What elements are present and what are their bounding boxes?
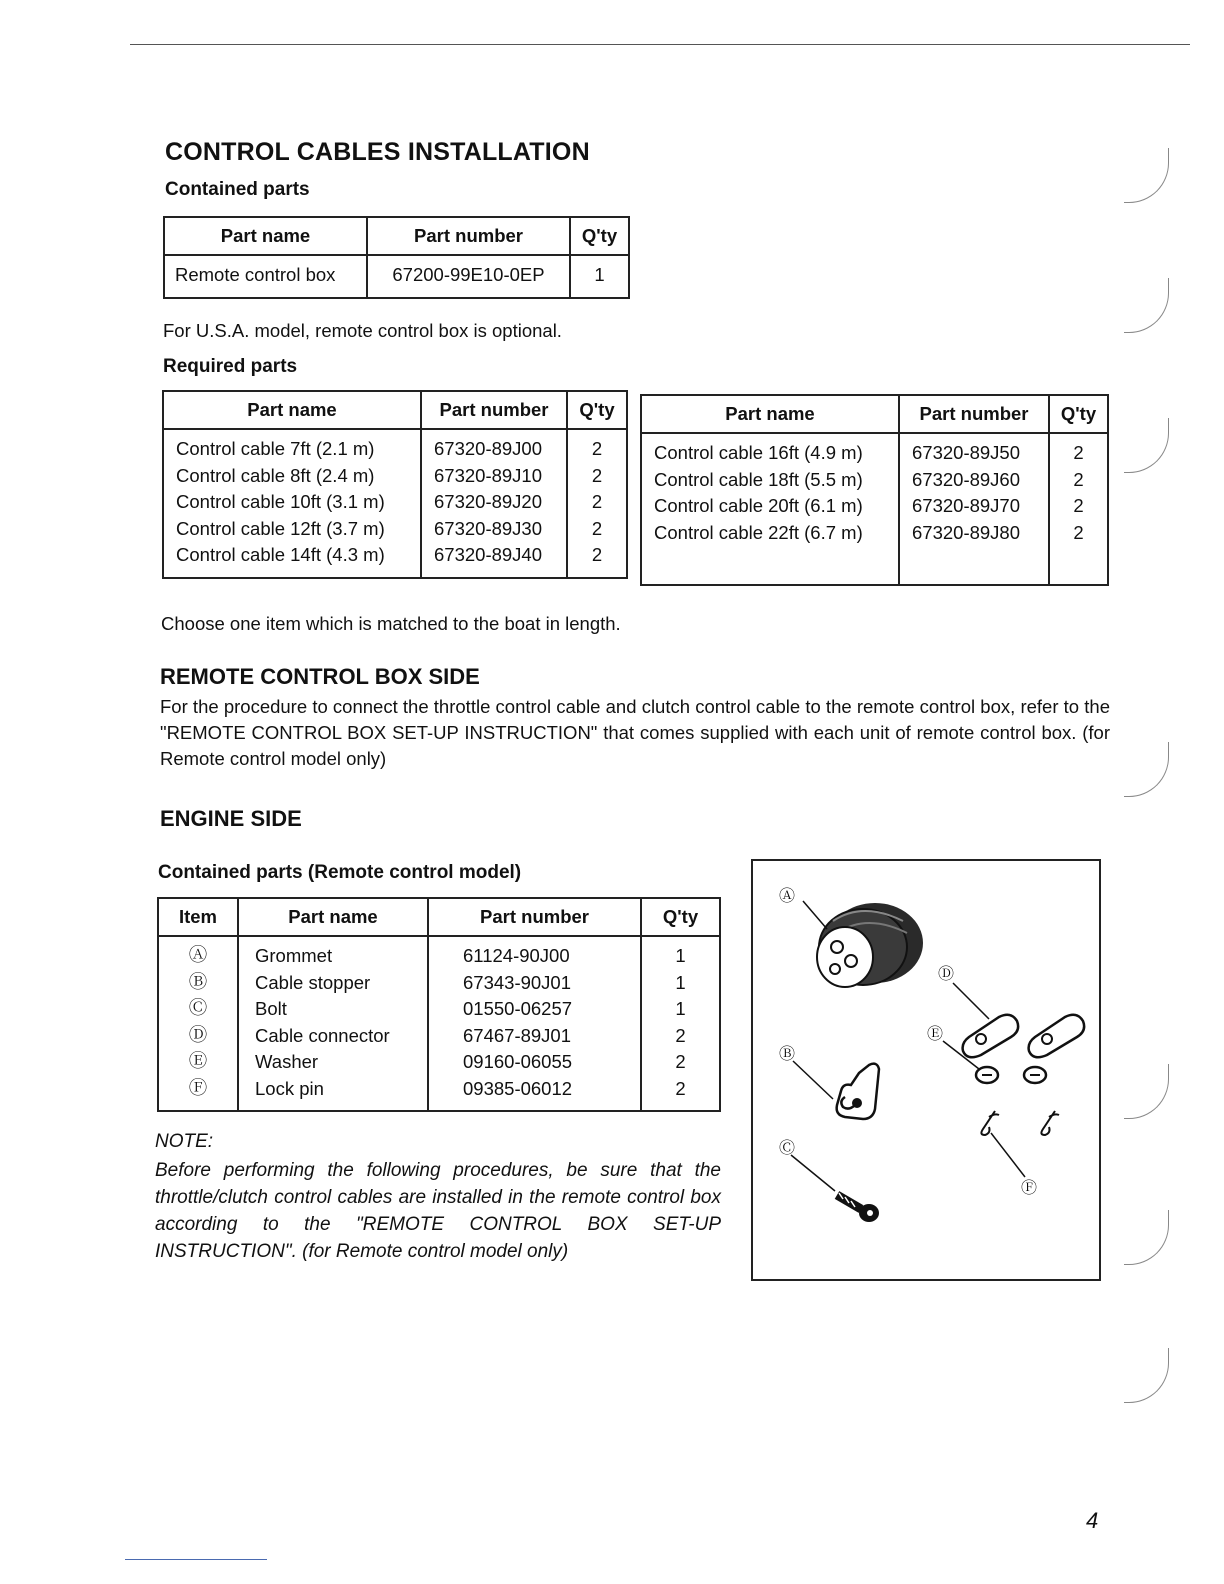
- column-header-part-number: Part number: [421, 391, 567, 429]
- binder-mark: [1124, 278, 1169, 333]
- header-rule: [130, 44, 1190, 45]
- remote-side-text: For the procedure to connect the throttle control cable and clutch control cable to the remote control box, refer to the "REMOTE CONTROL BOX SET-UP INSTRUCTION" that comes supplied with each unit of remote control box. (for Remote control model only): [160, 696, 1110, 769]
- list-item: 67320-89J40: [434, 544, 543, 565]
- callout-c: Ⓒ: [779, 1138, 796, 1157]
- list-item: 2: [591, 464, 603, 486]
- column-header-qty: Q'ty: [570, 217, 629, 255]
- engine-side-heading: ENGINE SIDE: [160, 806, 302, 831]
- list-item: 2: [1073, 521, 1084, 543]
- binder-mark: [1124, 1348, 1169, 1403]
- callout-e: Ⓔ: [927, 1024, 944, 1043]
- list-item: 67320-89J20: [434, 491, 543, 512]
- choose-item-text: Choose one item which is matched to the boat in length.: [161, 613, 621, 634]
- part-number-cell: [421, 429, 567, 578]
- list-item: 2: [591, 491, 603, 512]
- item-letter: Ⓑ: [188, 971, 208, 993]
- item-letter: Ⓓ: [188, 1024, 208, 1046]
- usa-model-note: For U.S.A. model, remote control box is optional.: [163, 320, 562, 341]
- page-title: CONTROL CABLES INSTALLATION: [165, 138, 590, 166]
- page-number: 4: [1086, 1508, 1099, 1533]
- list-item: 67320-89J80: [912, 521, 1021, 543]
- note-label: NOTE:: [155, 1131, 214, 1152]
- list-item: 67320-89J60: [912, 468, 1021, 490]
- list-item: 1: [675, 998, 686, 1019]
- list-item: 67320-89J70: [912, 495, 1021, 516]
- list-item: 2: [591, 517, 603, 539]
- list-item: Control cable 14ft (4.3 m): [176, 544, 385, 565]
- remote-side-heading: REMOTE CONTROL BOX SIDE: [160, 664, 480, 689]
- callout-d: Ⓓ: [938, 964, 955, 983]
- table-row: [163, 429, 627, 578]
- list-item: 2: [1073, 495, 1084, 516]
- list-item: 67320-89J00: [434, 438, 543, 459]
- engine-parts-table: [157, 897, 721, 1112]
- qty-cell: [567, 429, 627, 578]
- column-header-part-number: Part number: [428, 898, 641, 936]
- table-row: [158, 936, 720, 1111]
- column-header-item: Item: [158, 898, 238, 936]
- column-header-qty: Q'ty: [641, 898, 720, 936]
- binder-mark: [1124, 1210, 1169, 1265]
- qty-cell: 1: [570, 255, 629, 298]
- required-parts-heading: Required parts: [163, 356, 298, 377]
- list-item: 2: [675, 1077, 686, 1099]
- engine-contained-parts-heading: Contained parts (Remote control model): [158, 862, 522, 883]
- list-item: 67320-89J10: [434, 464, 543, 486]
- part-number-cell: [899, 433, 1049, 585]
- cable-stopper-drawing: [793, 1061, 879, 1119]
- table-header-row: [164, 217, 629, 255]
- binder-mark: [1124, 742, 1169, 797]
- parts-illustration: [751, 859, 1101, 1281]
- column-header-part-number: Part number: [899, 395, 1049, 433]
- part-number-cell: 67200-99E10-0EP: [367, 255, 570, 298]
- qty-cell: [641, 936, 720, 1111]
- list-item: Grommet: [255, 945, 333, 966]
- column-header-qty: Q'ty: [567, 391, 627, 429]
- list-item: Control cable 10ft (3.1 m): [176, 491, 385, 512]
- part-name-cell: [238, 936, 428, 1111]
- list-item: 1: [675, 945, 686, 966]
- binder-mark: [1124, 1064, 1169, 1119]
- list-item: 2: [1073, 442, 1084, 463]
- list-item: Control cable 20ft (6.1 m): [654, 495, 863, 516]
- list-item: Bolt: [255, 998, 287, 1019]
- list-item: 2: [675, 1051, 686, 1072]
- list-item: Control cable 16ft (4.9 m): [654, 442, 863, 463]
- list-item: 2: [591, 544, 603, 565]
- item-letter: Ⓒ: [188, 998, 208, 1019]
- lock-pin-drawing: [981, 1111, 1059, 1177]
- bolt-drawing: [791, 1155, 879, 1222]
- list-item: Cable stopper: [255, 971, 371, 993]
- column-header-part-name: Part name: [164, 217, 367, 255]
- callout-b: Ⓑ: [779, 1044, 796, 1063]
- list-item: 2: [1073, 468, 1084, 490]
- list-item: 01550-06257: [463, 998, 573, 1019]
- callout-a: Ⓐ: [779, 886, 796, 905]
- item-letter: Ⓔ: [188, 1051, 208, 1072]
- contained-parts-table: [163, 216, 630, 299]
- item-letter: Ⓕ: [188, 1077, 208, 1099]
- item-letter: Ⓐ: [188, 945, 208, 966]
- cable-connector-drawing: [953, 983, 1084, 1057]
- binder-mark: [1124, 418, 1169, 473]
- parts-drawing: [753, 861, 1099, 1279]
- list-item: 09160-06055: [463, 1051, 573, 1072]
- part-name-cell: [163, 429, 421, 578]
- list-item: 61124-90J00: [463, 945, 570, 966]
- binder-mark: [1124, 148, 1169, 203]
- list-item: 09385-06012: [463, 1077, 573, 1099]
- list-item: Control cable 7ft (2.1 m): [176, 438, 375, 459]
- footer-rule: [125, 1559, 267, 1560]
- part-number-cell: [428, 936, 641, 1111]
- list-item: 67343-90J01: [463, 971, 572, 993]
- column-header-qty: Q'ty: [1049, 395, 1108, 433]
- column-header-part-number: Part number: [367, 217, 570, 255]
- list-item: 1: [675, 971, 686, 993]
- qty-cell: [1049, 433, 1108, 585]
- column-header-part-name: Part name: [238, 898, 428, 936]
- list-item: 67320-89J50: [912, 442, 1021, 463]
- required-parts-table-left: [162, 390, 628, 579]
- table-header-row: [158, 898, 720, 936]
- required-parts-table-right: [640, 394, 1109, 586]
- list-item: Control cable 18ft (5.5 m): [654, 468, 863, 490]
- table-header-row: [641, 395, 1108, 433]
- list-item: Control cable 8ft (2.4 m): [176, 464, 375, 486]
- item-cell: [158, 936, 238, 1111]
- list-item: 67320-89J30: [434, 517, 543, 539]
- table-row: [164, 255, 629, 298]
- column-header-part-name: Part name: [163, 391, 421, 429]
- grommet-drawing: [803, 901, 923, 987]
- list-item: Washer: [255, 1051, 319, 1072]
- list-item: Lock pin: [255, 1077, 324, 1099]
- contained-parts-heading: Contained parts: [165, 179, 310, 200]
- list-item: 67467-89J01: [463, 1024, 572, 1046]
- list-item: Cable connector: [255, 1024, 390, 1046]
- table-row: [641, 433, 1108, 585]
- table-header-row: [163, 391, 627, 429]
- part-name-cell: [641, 433, 899, 585]
- callout-f: Ⓕ: [1021, 1178, 1038, 1197]
- note-text: Before performing the following procedures, be sure that the throttle/clutch control cables are installed in the remote control box according to the "REMOTE CONTROL BOX SET-UP INSTRUCTION". (for Remote control model only): [155, 1160, 721, 1262]
- list-item: 2: [591, 438, 603, 459]
- list-item: 2: [675, 1024, 686, 1046]
- list-item: Control cable 12ft (3.7 m): [176, 517, 385, 539]
- column-header-part-name: Part name: [641, 395, 899, 433]
- list-item: Control cable 22ft (6.7 m): [654, 521, 863, 543]
- part-name-cell: Remote control box: [164, 255, 367, 298]
